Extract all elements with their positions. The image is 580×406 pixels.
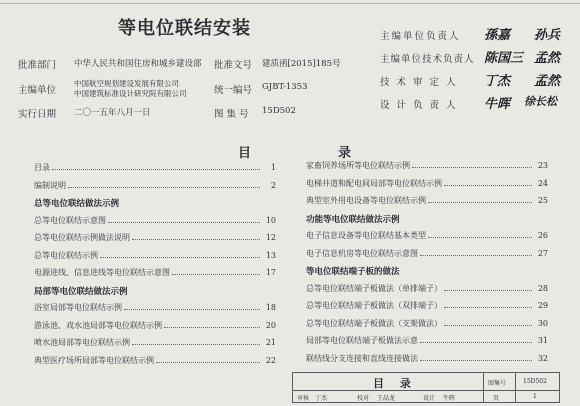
- toc-entry[interactable]: [34, 232, 276, 243]
- check-label: 校对: [357, 395, 370, 402]
- toc-entry-page: 26: [537, 231, 548, 240]
- review-name: 丁杰: [315, 395, 328, 402]
- toc-entry-page: 12: [265, 233, 276, 242]
- toc-leader-dots: [68, 187, 260, 188]
- toc-leader-dots: [108, 222, 260, 223]
- editor-unit-2: 中国建筑标准设计研究院有限公司: [74, 89, 187, 98]
- toc-leader-dots: [428, 202, 532, 203]
- toc-leader-dots: [172, 274, 260, 275]
- signature-2: 徐长松: [524, 95, 557, 108]
- design-name: 牛晖: [443, 395, 456, 402]
- toc-entry[interactable]: [306, 335, 548, 346]
- toc-leader-dots: [444, 325, 532, 326]
- toc-entry-label: 目录: [34, 163, 50, 172]
- toc-entry-label: 总等电位联结端子板做法（支架做法）: [306, 318, 442, 328]
- toc-leader-dots: [124, 309, 260, 310]
- title-block-atlas-label: 图集号: [488, 380, 507, 387]
- toc-entry[interactable]: [306, 300, 548, 311]
- toc-entry-page: 28: [537, 283, 548, 293]
- code-value: GJBT-1353: [262, 82, 308, 92]
- toc-entry[interactable]: [306, 353, 548, 364]
- toc-leader-dots: [412, 167, 532, 168]
- date-label: 实行日期: [18, 109, 57, 120]
- toc-entry-label: 联结线分支连接和直线连接做法: [306, 353, 418, 363]
- toc-entry[interactable]: [306, 160, 548, 171]
- toc-entry[interactable]: [306, 318, 548, 329]
- top-rule: [0, 3, 580, 4]
- toc-entry-label: 总等电位联结端子板做法（单排端子）: [306, 283, 442, 293]
- toc-entry[interactable]: [34, 302, 276, 313]
- toc-entry[interactable]: [34, 250, 276, 261]
- toc-leader-dots: [444, 307, 532, 308]
- toc-entry-page: 23: [537, 161, 548, 170]
- toc-leader-dots: [444, 185, 532, 186]
- title-block-heading: 目 录: [373, 377, 417, 390]
- toc-entry[interactable]: [34, 337, 276, 348]
- title-block-atlas: 15D502: [523, 378, 547, 385]
- toc-entry-page: 27: [537, 248, 548, 258]
- toc-entry-label: 喷水池局部等电位联结示例: [34, 338, 130, 347]
- toc-entry-page: 25: [537, 196, 548, 205]
- toc-leader-dots: [132, 239, 260, 240]
- toc-entry[interactable]: [306, 195, 548, 206]
- toc-entry-page: 24: [537, 178, 548, 188]
- toc-leader-dots: [420, 342, 532, 343]
- signature-2: 孟然: [534, 51, 561, 66]
- approval-dept: 中华人民共和国住房和城乡建设部: [74, 59, 202, 69]
- toc-leader-dots: [420, 255, 532, 256]
- approval-dept-label: 批准部门: [18, 60, 57, 71]
- toc-leader-dots: [156, 362, 260, 363]
- toc-entry-label: 电子信息机房等电位联结示意图: [306, 248, 418, 258]
- toc-entry-page: 32: [537, 353, 548, 363]
- signature-label: 主编单位负责人: [380, 31, 461, 42]
- toc-entry-page: 30: [537, 318, 548, 328]
- toc-entry[interactable]: [306, 178, 548, 189]
- title-block: [292, 372, 560, 403]
- toc-entry[interactable]: [306, 230, 548, 241]
- signature-1: 孫嘉: [484, 28, 511, 43]
- toc-entry-label: 总等电位联结示意图: [34, 215, 106, 225]
- toc-entry-label: 总等电位联结端子板做法（双排端子）: [306, 301, 442, 310]
- toc-entry-page: 31: [537, 336, 548, 345]
- toc-entry-label: 家畜饲养场所等电位联结示例: [306, 161, 410, 170]
- page-number: 1: [533, 393, 537, 400]
- title-block-divider: [515, 373, 516, 402]
- toc-entry-page: 29: [537, 301, 548, 310]
- document-title: 等电位联结安装: [118, 18, 251, 39]
- design-label: 设计: [423, 395, 436, 402]
- toc-section-heading: 局部等电位联结做法示例: [34, 286, 128, 297]
- toc-entry-page: 22: [265, 355, 276, 365]
- toc-leader-dots: [132, 344, 260, 345]
- toc-leader-dots: [52, 169, 260, 170]
- toc-entry-page: 10: [265, 215, 276, 225]
- toc-entry-label: 典型医疗场所局部等电位联结示例: [34, 355, 154, 365]
- editor-unit-label: 主编单位: [18, 85, 57, 96]
- check-name: 王晶龙: [377, 395, 396, 402]
- approval-doc-label: 批准文号: [214, 60, 253, 71]
- toc-leader-dots: [428, 237, 532, 238]
- title-block-divider: [483, 373, 484, 402]
- toc-entry[interactable]: [306, 283, 548, 294]
- signature-label: 设 计 负 责 人: [380, 100, 458, 111]
- signature-label: 技 术 审 定 人: [380, 77, 458, 88]
- toc-entry[interactable]: [34, 215, 276, 226]
- approval-doc: 建质函[2015]185号: [262, 59, 341, 69]
- title-block-divider: [293, 390, 559, 391]
- toc-entry-label: 编制说明: [34, 180, 66, 190]
- toc-entry-label: 电子信息设备等电位联结基本类型: [306, 231, 426, 240]
- toc-entry[interactable]: [306, 248, 548, 259]
- toc-leader-dots: [164, 327, 260, 328]
- toc-entry-label: 局部等电位联结端子板做法示意: [306, 336, 418, 345]
- toc-leader-dots: [444, 290, 532, 291]
- toc-section-heading: 总等电位联结做法示例: [34, 199, 120, 209]
- toc-leader-dots: [420, 360, 532, 361]
- toc-entry-page: 1: [270, 163, 276, 172]
- toc-entry-page: 20: [265, 320, 276, 330]
- toc-entry-label: 浴室局部等电位联结示例: [34, 303, 122, 312]
- signature-1: 丁杰: [484, 74, 511, 89]
- toc-entry-label: 电梯井道和配电间局部等电位联结示例: [306, 178, 442, 188]
- editor-unit-1: 中国航空规划建设发展有限公司: [74, 79, 179, 88]
- toc-entry[interactable]: [34, 355, 276, 366]
- toc-entry-label: 游泳池、戏水池局部等电位联结示例: [34, 320, 162, 330]
- toc-entry-page: 18: [265, 303, 276, 312]
- toc-entry[interactable]: [34, 162, 276, 173]
- toc-entry-label: 电源进线、信息进线等电位联结示意图: [34, 268, 170, 277]
- signature-1: 牛晖: [484, 97, 511, 112]
- page-label: 页: [493, 395, 500, 402]
- toc-entry[interactable]: [34, 267, 276, 278]
- toc-entry[interactable]: [34, 320, 276, 331]
- signature-label: 主编单位技术负责人: [380, 54, 475, 65]
- atlas-label: 图 集 号: [214, 109, 249, 120]
- signature-2: 孙兵: [534, 28, 561, 43]
- toc-title: 目: [238, 146, 256, 161]
- toc-section-heading: 等电位联结端子板的做法: [306, 267, 400, 277]
- toc-entry-page: 17: [265, 268, 276, 277]
- toc-entry-label: 总等电位联结示例做法说明: [34, 233, 130, 242]
- toc-entry-page: 2: [270, 180, 276, 190]
- toc-entry-page: 21: [265, 338, 276, 347]
- review-label: 审核: [297, 395, 310, 402]
- toc-title-2: 录: [338, 146, 352, 161]
- toc-entry-page: 13: [265, 250, 276, 260]
- signature-2: 孟然: [534, 74, 561, 89]
- toc-entry[interactable]: [34, 180, 276, 191]
- toc-entry-label: 总等电位联结示例: [34, 250, 98, 260]
- toc-section-heading: 功能等电位联结做法示例: [306, 214, 400, 225]
- toc-leader-dots: [100, 257, 260, 258]
- signature-1: 陈国三: [484, 51, 524, 66]
- toc-entry-label: 典型室外用电设备等电位联结示例: [306, 196, 426, 205]
- date-value: 二〇一五年八月一日: [74, 108, 151, 118]
- code-label: 统一编号: [214, 85, 253, 96]
- atlas-value: 15D502: [262, 106, 296, 116]
